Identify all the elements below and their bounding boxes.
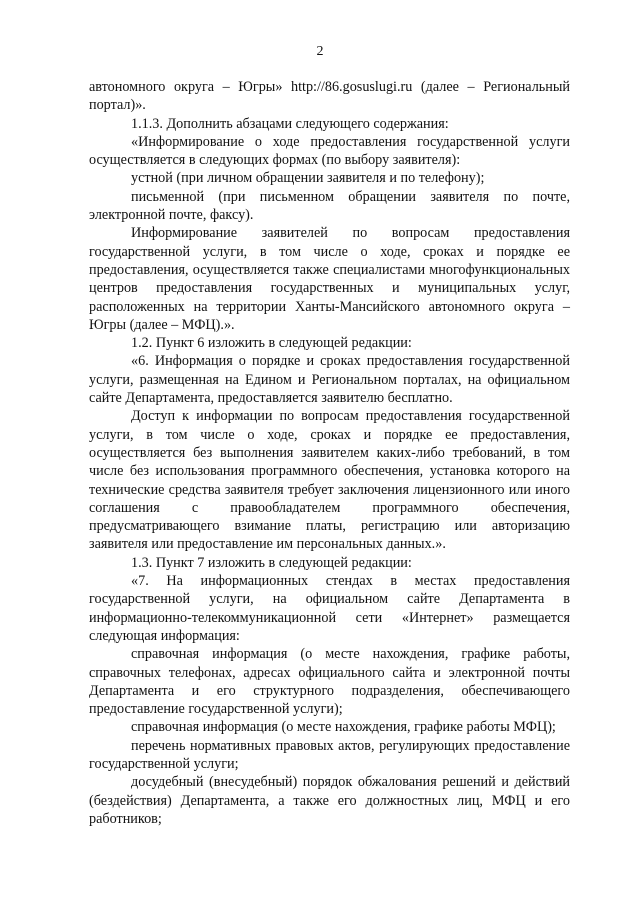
paragraph-reference-info-department: справочная информация (о месте нахождения, графике работы, справочных телефонах, адресах официального сайта и электронной почты Департамента и его структурного подразделения, обеспечивающего предоставление государственной услуги); bbox=[89, 646, 570, 718]
paragraph-point-6: «6. Информация о порядке и сроках предоставления государственной услуги, размещенная на Едином и Региональном порталах, на официальном сайте Департамента, предоставляется заявителю бесплатно. bbox=[89, 353, 570, 407]
paragraph-informing-forms: «Информирование о ходе предоставления государственной услуги осуществляется в следующих формах (по выбору заявителя): bbox=[89, 133, 570, 169]
paragraph-1-2-heading: 1.2. Пункт 6 изложить в следующей редакции: bbox=[131, 335, 412, 352]
paragraph-1-3-heading: 1.3. Пункт 7 изложить в следующей редакции: bbox=[131, 554, 412, 571]
document-body bbox=[89, 78, 570, 828]
paragraph-mfc-informing: Информирование заявителей по вопросам предоставления государственной услуги, в том числе о ходе, сроках и порядке ее предоставления, осуществляется также специалистами многофункциональных центров предоставления государственных и муниципальных услуг, расположенных на территории Ханты-Мансийского автономного округа – Югры (далее – МФЦ).». bbox=[89, 225, 570, 333]
paragraph-reference-info-mfc: справочная информация (о месте нахождения, графике работы МФЦ); bbox=[131, 719, 556, 736]
paragraph-point-7: «7. На информационных стендах в местах предоставления государственной услуги, на официальном сайте Департамента в информационно-телекоммуникационной сети «Интернет» размещается следующая информация: bbox=[89, 573, 570, 644]
paragraph-oral-form: устной (при личном обращении заявителя и по телефону); bbox=[131, 170, 485, 187]
paragraph-written-form: письменной (при письменном обращении заявителя по почте, электронной почте, факсу). bbox=[89, 188, 570, 224]
paragraph-legal-acts-list: перечень нормативных правовых актов, регулирующих предоставление государственной услуги; bbox=[89, 737, 570, 772]
page-number: 2 bbox=[316, 44, 324, 59]
paragraph-portal-continuation: автономного округа – Югры» http://86.gosuslugi.ru (далее – Региональный портал)». bbox=[89, 79, 570, 114]
paragraph-pretrial-appeal: досудебный (внесудебный) порядок обжалования решений и действий (бездействия) Департамента, а также его должностных лиц, МФЦ и его работников; bbox=[89, 774, 570, 827]
paragraph-access-info: Доступ к информации по вопросам предоставления государственной услуги, в том числе о ходе, сроках и порядке ее предоставления, осуществляется без выполнения заявителем каких-либо требований, в том числе без использования программного обеспечения, установка которого на технические средства заявителя требует заключения лицензионного или иного соглашения с правообладателем программного обеспечения, предусматривающего взимание платы, регистрацию или авторизацию заявителя или предоставление им персональных данных.». bbox=[89, 408, 570, 553]
paragraph-1-1-3-heading: 1.1.3. Дополнить абзацами следующего содержания: bbox=[131, 115, 449, 132]
